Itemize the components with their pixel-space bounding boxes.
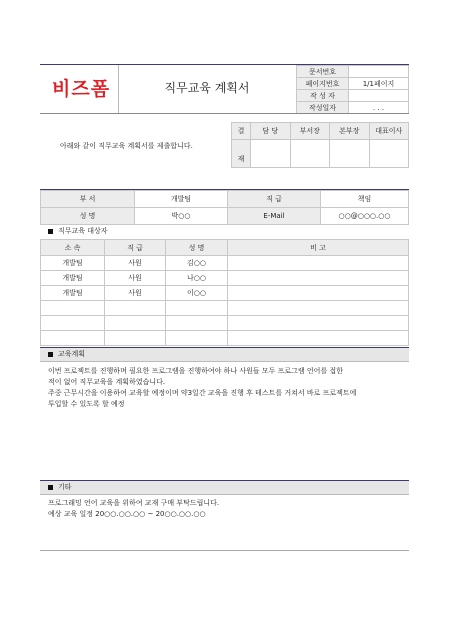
dept-value: 개발팀 (135, 191, 228, 208)
meta-label: 문서번호 (297, 66, 349, 78)
approval-role: 담 당 (251, 123, 291, 140)
plan-line: 적이 없어 직무교육을 계획하였습니다. (48, 378, 166, 386)
cell: 사원 (105, 286, 166, 301)
signature-box[interactable] (251, 140, 291, 168)
name-value: 박○○ (135, 208, 228, 225)
cell (228, 301, 409, 316)
column-header: 성 명 (166, 240, 228, 256)
section-title: 직무교육 대상자 (58, 227, 108, 235)
cell (166, 316, 228, 331)
email-value: ○○@○○○.○○ (321, 208, 409, 225)
trainees-table (40, 239, 409, 346)
cell (228, 256, 409, 271)
cell: 개발팀 (41, 256, 105, 271)
column-header: 비 고 (228, 240, 409, 256)
signature-box[interactable] (369, 140, 409, 168)
table-row (41, 286, 409, 301)
meta-value: 1/1페이지 (349, 78, 409, 90)
cell: 김○○ (166, 256, 228, 271)
cell: 개발팀 (41, 286, 105, 301)
table-row (41, 316, 409, 331)
rank-value: 책임 (321, 191, 409, 208)
plan-line: 투입할 수 있도록 할 예정 (48, 400, 125, 408)
cell (228, 286, 409, 301)
cell (105, 301, 166, 316)
bullet-square-icon (48, 485, 53, 490)
cell: 사원 (105, 271, 166, 286)
etc-line: 프로그래밍 언어 교육을 위하여 교재 구매 부탁드립니다. (48, 499, 220, 507)
document-title: 직무교육 계획서 (164, 81, 250, 95)
column-header: 소 속 (41, 240, 105, 256)
cell: 개발팀 (41, 271, 105, 286)
bottom-rule (40, 550, 409, 551)
column-header: 직 급 (105, 240, 166, 256)
intro-text: 아래와 같이 직무교육 계획서를 제출합니다. (60, 142, 193, 150)
trainees-heading (40, 225, 409, 238)
table-row (41, 301, 409, 316)
meta-label: 작성일자 (297, 102, 349, 114)
cell: 나○○ (166, 271, 228, 286)
plan-line: 주중 근무시간을 이용하여 교육할 예정이며 약3일간 교육을 진행 후 테스트를 거쳐서 바로 프로젝트에 (48, 389, 357, 397)
cell (166, 301, 228, 316)
cell (41, 331, 105, 346)
cell (105, 331, 166, 346)
cell: 사원 (105, 256, 166, 271)
cell (41, 301, 105, 316)
signature-box[interactable] (330, 140, 370, 168)
approval-side-bottom: 재 (232, 140, 251, 168)
rank-label: 직 급 (228, 191, 321, 208)
table-row (41, 331, 409, 346)
plan-heading (40, 347, 409, 361)
etc-heading (40, 480, 409, 494)
logo: 비즈폼 (52, 78, 111, 100)
meta-label: 페이지번호 (297, 78, 349, 90)
cell (166, 331, 228, 346)
email-label: E-Mail (228, 208, 321, 225)
section-title: 교육계획 (58, 350, 86, 358)
approval-role: 부서장 (290, 123, 330, 140)
approval-side-top: 결 (232, 123, 251, 140)
etc-line: 예상 교육 일정 20○○.○○.○○ ~ 20○○.○○.○○ (48, 510, 206, 518)
cell (228, 331, 409, 346)
signature-box[interactable] (290, 140, 330, 168)
section-title: 기타 (58, 483, 72, 491)
cell (228, 316, 409, 331)
meta-value (349, 66, 409, 78)
cell (228, 271, 409, 286)
dept-label: 부 서 (41, 191, 135, 208)
bullet-square-icon (48, 229, 53, 234)
meta-label: 작 성 자 (297, 90, 349, 102)
plan-line: 이번 프로젝트를 진행하며 필요한 프로그램을 진행하여야 하나 사원들 모두 프로그램 언어를 접한 (48, 367, 343, 375)
approval-role: 대표이사 (369, 123, 409, 140)
cell: 이○○ (166, 286, 228, 301)
approval-role: 본부장 (330, 123, 370, 140)
cell (41, 316, 105, 331)
bullet-square-icon (48, 352, 53, 357)
author-info-table (40, 190, 409, 225)
cell (105, 316, 166, 331)
plan-body (48, 366, 408, 410)
meta-value (349, 90, 409, 102)
name-label: 성 명 (41, 208, 135, 225)
etc-body (48, 498, 408, 520)
table-row (41, 271, 409, 286)
meta-value: . . . (349, 102, 409, 114)
document-meta-table (296, 65, 409, 114)
approval-table (231, 122, 409, 168)
table-row (41, 256, 409, 271)
